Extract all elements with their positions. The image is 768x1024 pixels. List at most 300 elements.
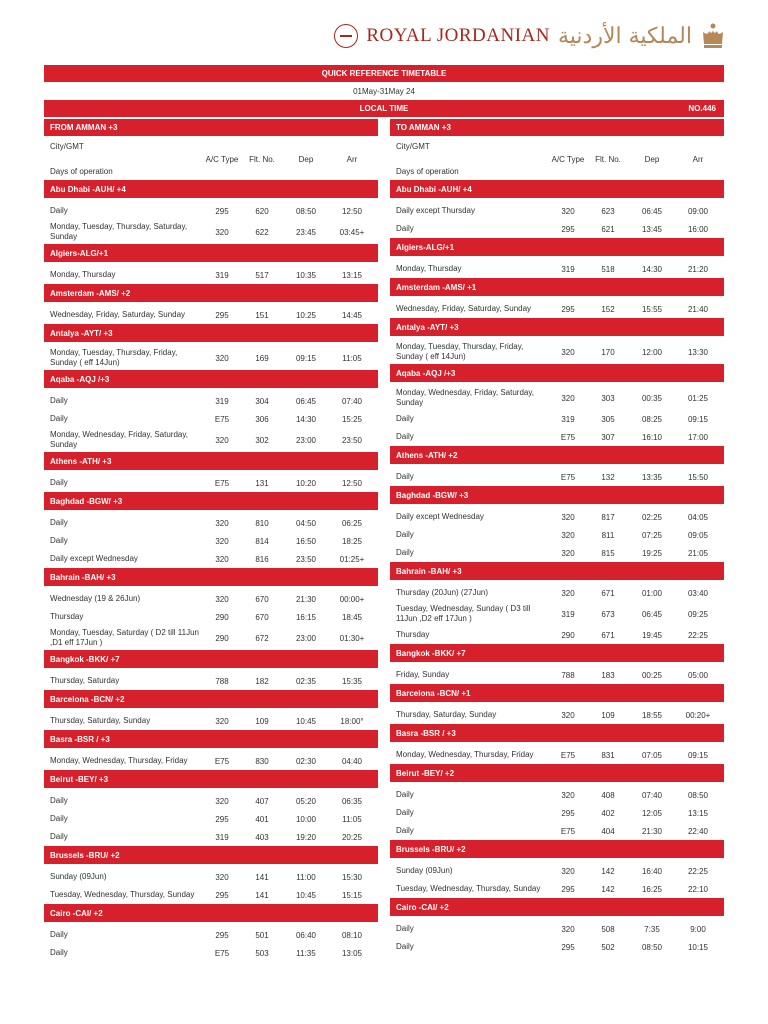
days-of-operation: Monday, Wednesday, Thursday, Friday [50,756,188,765]
arrival-time: 08:50 [687,790,709,800]
city-header: Aqaba -AQJ /+3 [44,370,378,388]
arrival-time: 11:05 [342,814,362,824]
departure-time: 02:35 [295,676,317,686]
arrival-time: 04:05 [687,512,709,522]
arrival-time: 11:05 [342,353,362,363]
days-of-operation: Tuesday, Wednesday, Thursday, Sunday [396,884,541,893]
arr-label: Arr [692,155,704,164]
aircraft-type: 320 [561,347,575,357]
arrival-time: 21:40 [687,304,709,314]
flight-number: 142 [601,866,615,876]
arrival-time: 15:50 [687,472,709,482]
aircraft-type: 320 [215,716,229,726]
departure-time: 23:45 [295,227,317,237]
days-of-operation: Tuesday, Wednesday, Thursday, Sunday [50,890,195,899]
departure-time: 21:30 [295,594,317,604]
days-label: Days of operation [50,167,113,176]
arrival-time: 23:50 [341,435,363,445]
aircraft-type: E75 [214,948,230,958]
departure-time: 10:35 [295,270,317,280]
flight-no-label: Flt. No. [249,155,275,164]
arrival-time: 20:25 [341,832,363,842]
flight-number: 518 [601,264,615,274]
departure-time: 19:25 [641,548,663,558]
flight-row [44,550,378,568]
days-of-operation: Daily [50,832,68,841]
arrival-time: 07:40 [341,396,363,406]
brand-header [334,18,726,54]
arrival-time: 09:15 [687,414,709,424]
flight-row [390,468,724,486]
flight-row [390,822,724,840]
flight-number: 816 [255,554,269,564]
flight-number: 517 [255,270,269,280]
arrival-time: 09:25 [687,609,709,619]
aircraft-type: 295 [561,808,575,818]
days-of-operation: Daily [50,814,68,823]
flight-number: 302 [255,435,269,445]
flight-number: 307 [601,432,615,442]
departure-time: 16:40 [641,866,663,876]
arrival-time: 06:35 [341,796,363,806]
flight-row [390,410,724,428]
arrival-time: 05:00 [687,670,709,680]
arrival-time: 00:20+ [685,710,711,720]
flight-row [390,602,724,626]
aircraft-type: E75 [560,472,576,482]
from-amman-column [44,119,378,962]
flight-number: 620 [255,206,269,216]
arrival-time: 01:25+ [339,554,365,564]
flight-number: 141 [255,890,269,900]
brand-name: ROYAL JORDANIAN [366,25,550,46]
flight-row [390,666,724,684]
flight-row [44,410,378,428]
departure-time: 14:30 [641,264,663,274]
aircraft-type: 320 [561,393,575,403]
flight-number: 815 [601,548,615,558]
flight-number: 502 [601,942,615,952]
flight-row [390,526,724,544]
flight-number: 304 [255,396,269,406]
departure-time: 08:25 [641,414,663,424]
city-header: Algiers-ALG/+1 [44,244,378,262]
arrival-time: 10:15 [687,942,709,952]
city-header: Beirut -BEY/ +3 [44,770,378,788]
arrival-time: 18:45 [341,612,363,622]
days-of-operation: Daily [396,224,414,233]
flight-row [390,220,724,238]
departure-time: 06:40 [295,930,317,940]
city-header: Antalya -AYT/ +3 [390,318,724,336]
flight-number: 673 [601,609,615,619]
flight-number: 170 [601,347,615,357]
arrival-time: 06:25 [341,518,363,528]
city-header: Bangkok -BKK/ +7 [44,650,378,668]
days-of-operation: Daily [50,948,68,957]
flight-number: 183 [601,670,615,680]
flight-number: 109 [255,716,269,726]
departure-time: 06:45 [641,609,663,619]
departure-time: 12:00 [641,347,663,357]
flight-row [44,944,378,962]
arrival-time: 18:00° [340,716,364,726]
aircraft-type: 319 [561,609,575,619]
flight-number: 407 [255,796,269,806]
flight-number: 670 [255,594,269,604]
city-gmt-label: City/GMT [50,142,84,151]
city-header: Cairo -CAI/ +2 [44,904,378,922]
column-header [44,139,378,180]
city-header: Cairo -CAI/ +2 [390,898,724,916]
flight-row [390,920,724,938]
aircraft-type: 319 [215,832,229,842]
date-range: 01May-31May 24 [353,87,415,96]
arrival-time: 18:25 [341,536,363,546]
days-of-operation: Daily [396,432,414,441]
aircraft-type: E75 [214,478,230,488]
flight-row [390,862,724,880]
aircraft-type: 320 [561,588,575,598]
brand-name-arabic: الملكية الأردنية [557,23,692,49]
aircraft-type: 295 [215,206,229,216]
days-of-operation: Daily [50,396,68,405]
aircraft-type: 320 [215,554,229,564]
arrival-time: 15:35 [341,676,363,686]
flight-number: 404 [601,826,615,836]
days-of-operation: Monday, Tuesday, Thursday, Friday, Sunday ( eff 14Jun) [396,342,524,361]
days-of-operation: Monday, Thursday [396,264,462,273]
days-of-operation: Monday, Tuesday, Saturday ( D2 till 11Jun ,D1 eff 17Jun ) [50,628,199,647]
days-of-operation: Monday, Thursday [50,270,116,279]
departure-time: 16:25 [641,884,663,894]
departure-time: 16:15 [295,612,317,622]
departure-time: 11:35 [296,948,316,958]
days-of-operation: Daily except Wednesday [50,554,138,563]
flight-number: 182 [255,676,269,686]
days-of-operation: Monday, Wednesday, Thursday, Friday [396,750,534,759]
flight-no-label: Flt. No. [595,155,621,164]
days-of-operation: Thursday [396,630,430,639]
city-header: Bahrain -BAH/ +3 [44,568,378,586]
timetable-title: QUICK REFERENCE TIMETABLE [44,65,724,82]
flight-row [390,544,724,562]
city-header: Bangkok -BKK/ +7 [390,644,724,662]
flight-number: 303 [601,393,615,403]
flight-number: 305 [601,414,615,424]
city-header: Athens -ATH/ +3 [44,452,378,470]
city-header: Aqaba -AQJ /+3 [390,364,724,382]
aircraft-type: 290 [561,630,575,640]
city-header: Antalya -AYT/ +3 [44,324,378,342]
aircraft-type: 319 [215,270,229,280]
flight-row [44,752,378,770]
days-of-operation: Thursday, Saturday, Sunday [50,716,151,725]
flight-number: 830 [255,756,269,766]
departure-time: 07:05 [641,750,663,760]
aircraft-type: 320 [561,710,575,720]
flight-number: 142 [601,884,615,894]
departure-time: 10:45 [295,716,317,726]
flight-row [390,706,724,724]
flight-number: 623 [601,206,615,216]
aircraft-type: 320 [215,796,229,806]
departure-time: 01:00 [641,588,663,598]
flight-row [44,346,378,370]
arrival-time: 14:45 [341,310,363,320]
arrival-time: 22:10 [687,884,709,894]
aircraft-type: 295 [561,304,575,314]
flight-row [44,712,378,730]
days-of-operation: Sunday (09Jun) [50,872,107,881]
flight-number: 152 [601,304,615,314]
arrival-time: 9:00 [690,924,706,934]
flight-row [44,202,378,220]
days-of-operation: Monday, Tuesday, Thursday, Saturday, Sunday [50,222,188,241]
aircraft-type: E75 [560,432,576,442]
departure-time: 19:45 [641,630,663,640]
aircraft-type: 320 [215,536,229,546]
aircraft-type: 290 [215,612,229,622]
city-header: Barcelona -BCN/ +2 [44,690,378,708]
flight-row [44,810,378,828]
aircraft-type: 319 [561,414,575,424]
crown-icon [700,22,726,50]
column-header [390,139,724,180]
departure-time: 14:30 [295,414,317,424]
arrival-time: 17:00 [687,432,709,442]
days-of-operation: Monday, Wednesday, Friday, Saturday, Sunday [50,430,188,449]
departure-time: 10:25 [295,310,317,320]
flight-number: 169 [255,353,269,363]
departure-time: 23:50 [295,554,317,564]
from-direction-title: FROM AMMAN +3 [44,119,378,136]
departure-time: 21:30 [641,826,663,836]
departure-time: 06:45 [295,396,317,406]
arrival-time: 16:00 [687,224,709,234]
aircraft-type: 319 [561,264,575,274]
departure-time: 23:00 [295,435,317,445]
ac-type-label: A/C Type [551,155,585,164]
days-of-operation: Daily [396,790,414,799]
arrival-time: 09:00 [687,206,709,216]
flight-row [390,202,724,220]
flight-number: 817 [601,512,615,522]
flight-number: 403 [255,832,269,842]
ac-type-label: A/C Type [205,155,239,164]
departure-time: 23:00 [295,633,317,643]
flight-number: 151 [255,310,269,320]
days-of-operation: Tuesday, Wednesday, Sunday ( D3 till 11Jun ,D2 eff 17Jun ) [396,604,531,623]
emblem-icon [334,24,358,48]
departure-time: 16:50 [295,536,317,546]
city-header: Basra -BSR / +3 [390,724,724,742]
flight-row [44,306,378,324]
departure-time: 13:35 [641,472,663,482]
local-time-label: LOCAL TIME [359,104,409,113]
days-of-operation: Daily [396,826,414,835]
arrival-time: 22:25 [687,630,709,640]
aircraft-type: 320 [215,594,229,604]
departure-time: 13:45 [641,224,663,234]
aircraft-type: 788 [215,676,229,686]
flight-number: 670 [255,612,269,622]
flight-row [44,392,378,410]
departure-time: 06:45 [641,206,663,216]
days-of-operation: Daily [50,930,68,939]
days-of-operation: Daily [396,808,414,817]
days-of-operation: Daily [50,796,68,805]
city-header: Basra -BSR / +3 [44,730,378,748]
flight-number: 672 [255,633,269,643]
arrival-time: 21:20 [687,264,709,274]
column-header-left [396,139,548,180]
flight-row [390,746,724,764]
departure-time: 08:50 [295,206,317,216]
departure-time: 08:50 [641,942,663,952]
flight-row [44,886,378,904]
flight-row [390,938,724,956]
departure-time: 16:10 [641,432,663,442]
arrival-time: 03:45+ [339,227,365,237]
arrival-time: 09:05 [687,530,709,540]
flight-row [390,386,724,410]
aircraft-type: 320 [561,548,575,558]
days-of-operation: Friday, Sunday [396,670,450,679]
days-of-operation: Daily [396,530,414,539]
flight-row [44,926,378,944]
flight-row [390,584,724,602]
departure-time: 02:30 [295,756,317,766]
city-gmt-label: City/GMT [396,142,430,151]
days-of-operation: Daily except Thursday [396,206,475,215]
days-of-operation: Daily [396,414,414,423]
days-of-operation: Daily [396,924,414,933]
city-header: Baghdad -BGW/ +3 [390,486,724,504]
departure-time: 10:00 [295,814,317,824]
flight-number: 811 [601,530,615,540]
days-of-operation: Wednesday, Friday, Saturday, Sunday [396,304,532,313]
aircraft-type: 320 [215,435,229,445]
flight-row [390,786,724,804]
days-of-operation: Thursday (20Jun) (27Jun) [396,588,489,597]
days-of-operation: Wednesday (19 & 26Jun) [50,594,141,603]
departure-time: 10:45 [295,890,317,900]
departure-time: 18:55 [641,710,663,720]
city-header: Algiers-ALG/+1 [390,238,724,256]
city-header: Baghdad -BGW/ +3 [44,492,378,510]
flight-number: 132 [601,472,615,482]
flight-row [44,792,378,810]
flight-number: 109 [601,710,615,720]
arrival-time: 12:50 [341,206,363,216]
days-of-operation: Monday, Wednesday, Friday, Saturday, Sunday [396,388,534,407]
departure-time: 19:20 [295,832,317,842]
arrival-time: 13:05 [341,948,363,958]
arrival-time: 13:15 [341,270,363,280]
flight-number: 508 [601,924,615,934]
aircraft-type: 290 [215,633,229,643]
to-amman-column [390,119,724,956]
aircraft-type: 295 [215,814,229,824]
arrival-time: 21:05 [687,548,709,558]
arrival-time: 22:25 [687,866,709,876]
aircraft-type: 295 [215,310,229,320]
departure-time: 12:05 [641,808,663,818]
days-of-operation: Wednesday, Friday, Saturday, Sunday [50,310,186,319]
city-header: Barcelona -BCN/ +1 [390,684,724,702]
flight-row [44,828,378,846]
local-time-bar [44,100,724,117]
city-header: Amsterdam -AMS/ +1 [390,278,724,296]
days-of-operation: Daily [396,548,414,557]
arrival-time: 08:10 [341,930,363,940]
days-of-operation: Daily except Wednesday [396,512,484,521]
departure-time: 7:35 [644,924,660,934]
flight-number: 408 [601,790,615,800]
flight-row [390,300,724,318]
aircraft-type: 295 [215,930,229,940]
flight-number: 501 [255,930,269,940]
aircraft-type: 320 [215,872,229,882]
flight-row [44,474,378,492]
flight-row [44,514,378,532]
flight-number: 621 [601,224,615,234]
days-of-operation: Daily [50,478,68,487]
flight-row [44,428,378,452]
departure-time: 04:50 [295,518,317,528]
flight-row [44,532,378,550]
days-of-operation: Thursday [50,612,84,621]
flight-row [390,340,724,364]
flight-row [44,868,378,886]
flight-row [390,626,724,644]
arrival-time: 01:25 [687,393,709,403]
aircraft-type: 320 [561,206,575,216]
city-header: Amsterdam -AMS/ +2 [44,284,378,302]
arrival-time: 01:30+ [339,633,365,643]
aircraft-type: E75 [560,750,576,760]
days-of-operation: Thursday, Saturday [50,676,120,685]
aircraft-type: 295 [561,224,575,234]
city-header: Abu Dhabi -AUH/ +4 [44,180,378,198]
arr-label: Arr [346,155,358,164]
aircraft-type: 295 [561,942,575,952]
departure-time: 15:55 [641,304,663,314]
flight-row [44,220,378,244]
city-header: Beirut -BEY/ +2 [390,764,724,782]
flight-number: 503 [255,948,269,958]
arrival-time: 09:15 [687,750,709,760]
dep-label: Dep [298,155,314,164]
days-of-operation: Sunday (09Jun) [396,866,453,875]
city-header: Abu Dhabi -AUH/ +4 [390,180,724,198]
dep-label: Dep [644,155,660,164]
arrival-time: 03:40 [687,588,709,598]
departure-time: 07:40 [641,790,663,800]
aircraft-type: 320 [561,530,575,540]
departure-time: 00:25 [641,670,663,680]
departure-time: 07:25 [641,530,663,540]
arrival-time: 15:30 [341,872,363,882]
aircraft-type: 320 [561,924,575,934]
flight-row [44,266,378,284]
flight-number: 831 [601,750,615,760]
days-of-operation: Daily [396,942,414,951]
days-of-operation: Daily [50,518,68,527]
aircraft-type: 295 [561,884,575,894]
flight-number: 810 [255,518,269,528]
